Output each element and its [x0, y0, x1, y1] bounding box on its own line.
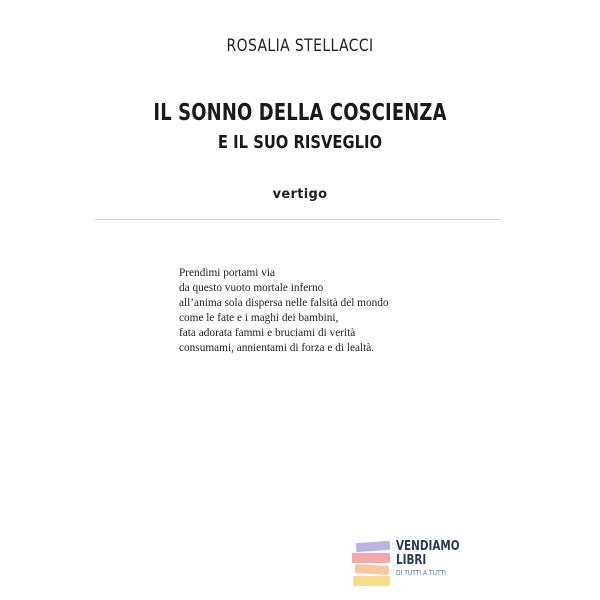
book-title: IL SONNO DELLA COSCIENZA	[153, 100, 447, 126]
poem-line: all’anima sola dispersa nelle falsità del mondo	[179, 297, 389, 309]
publisher-logo: vertigo	[272, 187, 328, 202]
poem-line: come le fate e i maghi dei bambini,	[179, 312, 339, 324]
book-stack-icon	[348, 538, 394, 588]
book-subtitle: E IL SUO RISVEGLIO	[217, 132, 383, 153]
badge-line-1: VENDIAMO	[396, 539, 460, 554]
vendiamo-libri-badge	[348, 538, 458, 588]
badge-tagline: DI TUTTI A TUTTI	[396, 569, 446, 577]
badge-text	[396, 540, 476, 579]
author-name: ROSALIA STELLACCI	[226, 36, 374, 56]
poem-line: fata adorata fammi e bruciami di verità	[179, 327, 356, 339]
divider	[95, 219, 500, 220]
poem-line: da questo vuoto mortale inferno	[179, 282, 324, 294]
poem-line: Prendimi portami via	[179, 267, 276, 279]
badge-line-2: LIBRI	[396, 553, 427, 568]
poem-line: consumami, annientami di forza e di lealtà.	[179, 342, 375, 354]
poem-excerpt	[179, 266, 509, 356]
